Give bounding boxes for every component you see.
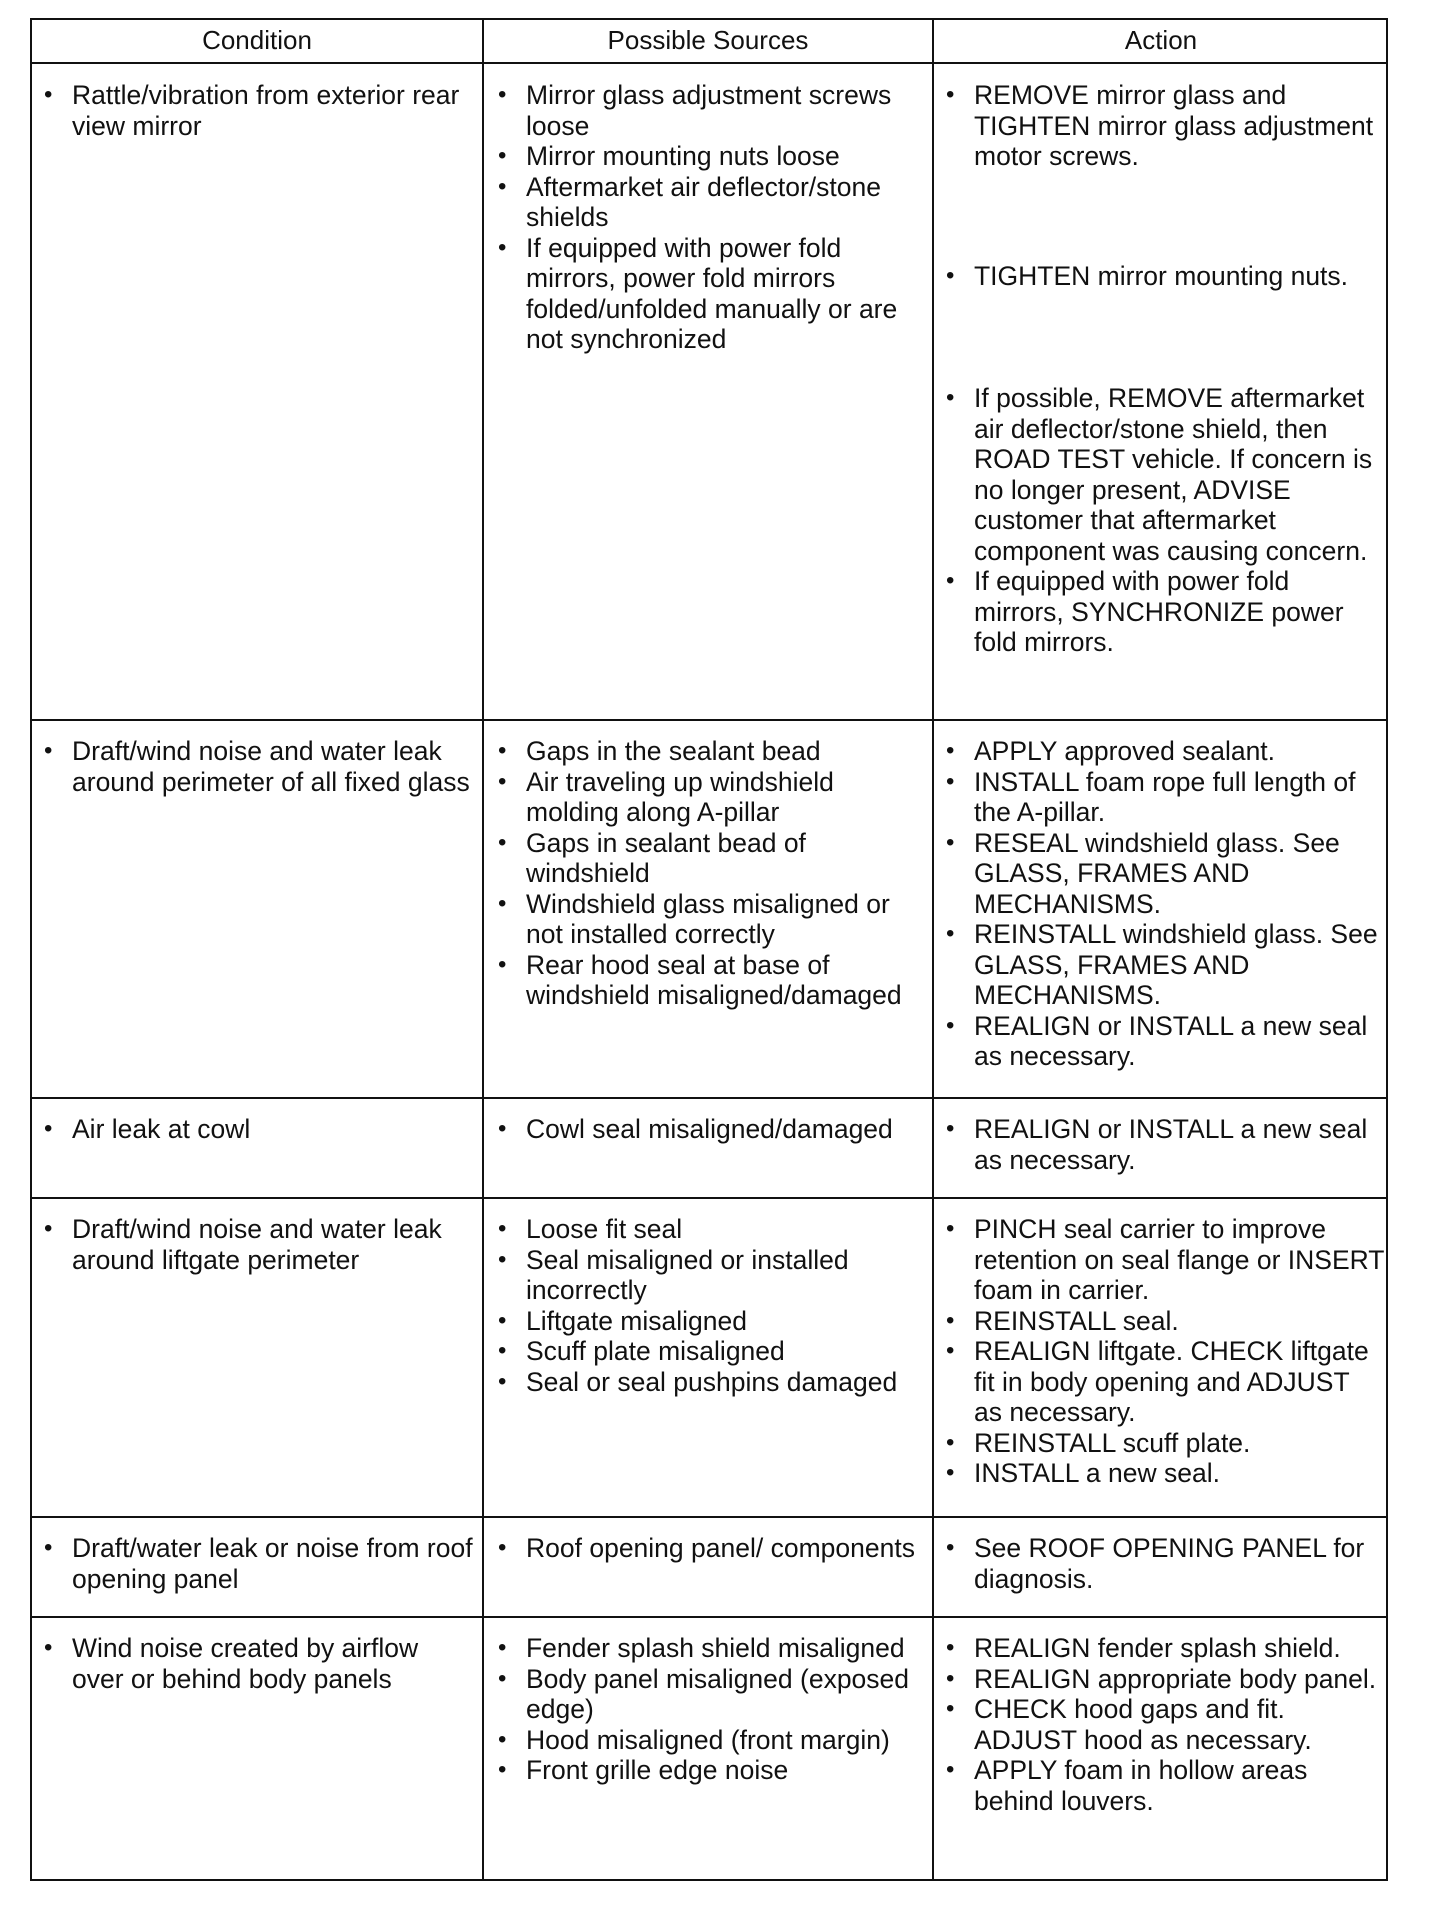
diagnosis-table (30, 18, 1388, 1881)
source-item: • Rear hood seal at base of windshield misaligned/damaged (490, 950, 926, 1011)
table-row-6-condition (36, 1633, 476, 1694)
source-item: • Mirror glass adjustment screws loose (490, 80, 926, 141)
action-item: • REALIGN fender splash shield. (938, 1633, 1384, 1664)
source-item: • Seal misaligned or installed incorrectly (490, 1245, 926, 1306)
source-item: • Hood misaligned (front margin) (490, 1725, 926, 1756)
table-row-1-actions (938, 80, 1384, 172)
action-item: • If equipped with power fold mirrors, SYNCHRONIZE power fold mirrors. (938, 566, 1384, 658)
action-item: • REINSTALL seal. (938, 1306, 1384, 1337)
action-item: • INSTALL a new seal. (938, 1458, 1384, 1489)
source-item: • Liftgate misaligned (490, 1306, 926, 1337)
source-item: • Body panel misaligned (exposed edge) (490, 1664, 926, 1725)
action-item: • REINSTALL windshield glass. See GLASS, FRAMES AND MECHANISMS. (938, 919, 1384, 1011)
source-item: • Roof opening panel/ components (490, 1533, 926, 1564)
action-item: • REINSTALL scuff plate. (938, 1428, 1384, 1459)
condition-text: • Rattle/vibration from exterior rear view mirror (36, 80, 476, 141)
table-row-4-condition (36, 1214, 476, 1275)
table-row-1-sources (490, 80, 926, 355)
row-divider (32, 1516, 1386, 1518)
action-item: • RESEAL windshield glass. See GLASS, FRAMES AND MECHANISMS. (938, 828, 1384, 920)
table-row-3-condition (36, 1114, 476, 1145)
action-item: • See ROOF OPENING PANEL for diagnosis. (938, 1533, 1384, 1594)
row-divider (32, 1616, 1386, 1618)
condition-text: • Draft/wind noise and water leak around liftgate perimeter (36, 1214, 476, 1275)
action-item: • PINCH seal carrier to improve retention on seal flange or INSERT foam in carrier. (938, 1214, 1384, 1306)
action-item: • CHECK hood gaps and fit. ADJUST hood as necessary. (938, 1694, 1384, 1755)
table-row-5-condition (36, 1533, 476, 1594)
row-divider (32, 1197, 1386, 1199)
condition-text: • Air leak at cowl (36, 1114, 476, 1145)
source-item: • Cowl seal misaligned/damaged (490, 1114, 926, 1145)
row-divider (32, 62, 1386, 64)
condition-text: • Draft/water leak or noise from roof opening panel (36, 1533, 476, 1594)
source-item: • If equipped with power fold mirrors, power fold mirrors folded/unfolded manually or are not synchronized (490, 233, 926, 355)
source-item: • Front grille edge noise (490, 1755, 926, 1786)
condition-text: • Draft/wind noise and water leak around perimeter of all fixed glass (36, 736, 476, 797)
source-item: • Gaps in sealant bead of windshield (490, 828, 926, 889)
source-item: • Gaps in the sealant bead (490, 736, 926, 767)
table-row-3-sources (490, 1114, 926, 1145)
header-action: Action (1124, 25, 1198, 55)
table-row-2-actions (938, 736, 1384, 1072)
table-row-6-actions (938, 1633, 1384, 1816)
table-row-1-condition (36, 80, 476, 141)
action-item: • REALIGN or INSTALL a new seal as necessary. (938, 1114, 1384, 1175)
table-row-5-actions (938, 1533, 1384, 1594)
action-item: • REALIGN appropriate body panel. (938, 1664, 1384, 1695)
action-item: • APPLY approved sealant. (938, 736, 1384, 767)
action-item: • APPLY foam in hollow areas behind louvers. (938, 1755, 1384, 1816)
source-item: • Scuff plate misaligned (490, 1336, 926, 1367)
row-divider (32, 1097, 1386, 1099)
header-condition: Condition (202, 25, 312, 55)
action-item: • REALIGN or INSTALL a new seal as necessary. (938, 1011, 1384, 1072)
condition-text: • Wind noise created by airflow over or behind body panels (36, 1633, 476, 1694)
table-row-3-actions (938, 1114, 1384, 1175)
source-item: • Windshield glass misaligned or not installed correctly (490, 889, 926, 950)
header-possible-sources: Possible Sources (607, 25, 809, 55)
source-item: • Aftermarket air deflector/stone shields (490, 172, 926, 233)
table-row-2-sources (490, 736, 926, 1011)
table-row-4-actions (938, 1214, 1384, 1489)
action-item: • REMOVE mirror glass and TIGHTEN mirror glass adjustment motor screws. (938, 80, 1384, 172)
table-row-1-actions-c (938, 383, 1384, 658)
row-divider (32, 719, 1386, 721)
table-row-4-sources (490, 1214, 926, 1397)
action-item: • REALIGN liftgate. CHECK liftgate fit in body opening and ADJUST as necessary. (938, 1336, 1384, 1428)
table-row-1-actions-b (938, 261, 1384, 292)
column-divider (932, 20, 934, 1879)
action-item: • TIGHTEN mirror mounting nuts. (938, 261, 1384, 292)
source-item: • Mirror mounting nuts loose (490, 141, 926, 172)
source-item: • Seal or seal pushpins damaged (490, 1367, 926, 1398)
table-row-6-sources (490, 1633, 926, 1786)
action-item: • INSTALL foam rope full length of the A-pillar. (938, 767, 1384, 828)
action-item: • If possible, REMOVE aftermarket air deflector/stone shield, then ROAD TEST vehicle. If concern is no longer present, ADVISE customer that aftermarket component was causing concern. (938, 383, 1384, 566)
table-row-5-sources (490, 1533, 926, 1564)
source-item: • Loose fit seal (490, 1214, 926, 1245)
table-row-2-condition (36, 736, 476, 797)
source-item: • Air traveling up windshield molding along A-pillar (490, 767, 926, 828)
column-divider (482, 20, 484, 1879)
source-item: • Fender splash shield misaligned (490, 1633, 926, 1664)
